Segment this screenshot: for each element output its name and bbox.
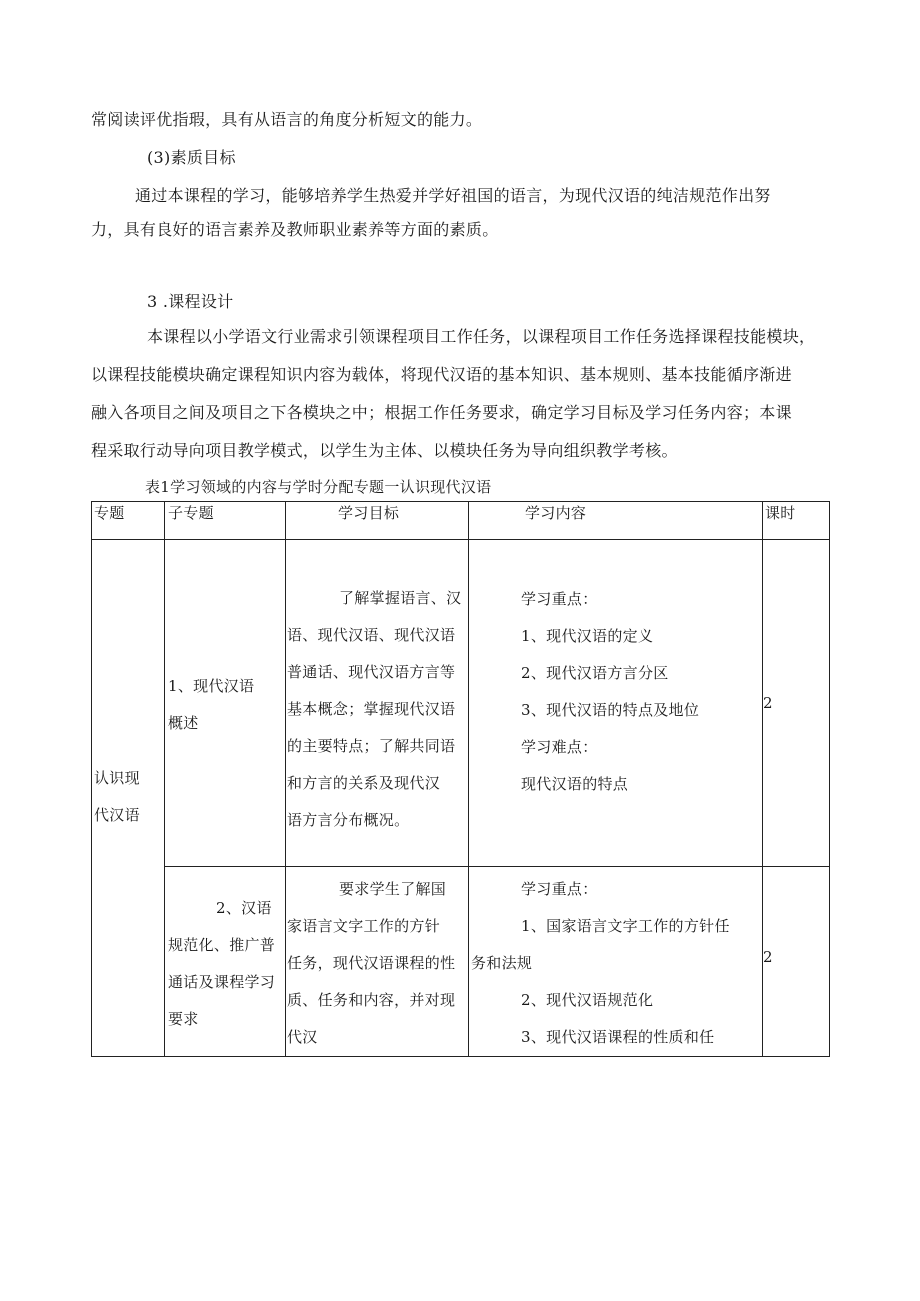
section-heading-quality: (3)素质目标 <box>147 148 236 167</box>
hours-cell <box>763 540 830 867</box>
content-line: 学习难点： <box>521 738 598 756</box>
content-line: 学习重点： <box>521 590 598 608</box>
objective-line: 和方言的关系及现代汉 <box>287 774 441 792</box>
table-header-row <box>92 502 830 540</box>
objective-line: 任务，现代汉语课程的性 <box>287 954 456 972</box>
paragraph-line: 融入各项目之间及项目之下各模块之中；根据工作任务要求，确定学习目标及学习任务内容；本课 <box>91 403 792 422</box>
paragraph-line: 以课程技能模块确定课程知识内容为载体，将现代汉语的基本知识、基本规则、基本技能循序渐进 <box>91 365 792 384</box>
content-line: 3、现代汉语的特点及地位 <box>521 701 700 719</box>
content-line: 2、现代汉语方言分区 <box>521 664 669 682</box>
objective-line: 代汉 <box>287 1028 318 1046</box>
hours-cell <box>763 867 830 1057</box>
paragraph-line: 程采取行动导向项目教学模式，以学生为主体、以模块任务为导向组织教学考核。 <box>91 441 678 460</box>
objectives-cell <box>286 867 469 1057</box>
table-row <box>92 540 830 867</box>
subtopic-cell <box>165 540 286 867</box>
content-line: 1、国家语言文字工作的方针任 <box>521 917 730 935</box>
objective-line: 基本概念；掌握现代汉语 <box>287 700 456 718</box>
hours-value: 2 <box>763 694 773 712</box>
objective-line: 质、任务和内容，并对现 <box>287 991 456 1009</box>
table-caption: 表1学习领域的内容与学时分配专题一认识现代汉语 <box>145 478 492 496</box>
paragraph-line: 常阅读评优指瑕，具有从语言的角度分析短文的能力。 <box>91 110 483 129</box>
content-cell <box>469 540 763 867</box>
hours-value: 2 <box>763 948 773 966</box>
subtopic-text: 概述 <box>168 714 199 732</box>
section-heading-design: 3 .课程设计 <box>147 292 234 311</box>
objective-line: 要求学生了解国 <box>339 880 447 898</box>
objective-line: 的主要特点；了解共同语 <box>287 737 456 755</box>
content-line: 2、现代汉语规范化 <box>521 991 654 1009</box>
content-cell <box>469 867 763 1057</box>
content-line: 学习重点： <box>521 880 598 898</box>
content-line: 3、现代汉语课程的性质和任 <box>521 1028 715 1046</box>
topic-cell <box>92 540 165 1057</box>
objective-line: 语方言分布概况。 <box>287 811 410 829</box>
paragraph-line: 力，具有良好的语言素养及教师职业素养等方面的素质。 <box>91 220 499 239</box>
objective-line: 了解掌握语言、汉 <box>339 589 462 607</box>
subtopic-text: 要求 <box>168 1010 199 1028</box>
paragraph-line: 通过本课程的学习，能够培养学生热爱并学好祖国的语言，为现代汉语的纯洁规范作出努 <box>135 186 771 205</box>
objective-line: 语、现代汉语、现代汉语 <box>287 626 456 644</box>
subtopic-text: 2、汉语 <box>216 899 272 917</box>
paragraph-line: 本课程以小学语文行业需求引领课程项目工作任务，以课程项目工作任务选择课程技能模块， <box>147 327 816 346</box>
content-table <box>91 501 830 1057</box>
header-hours: 课时 <box>763 502 830 540</box>
content-line: 务和法规 <box>471 954 533 972</box>
objective-line: 普通话、现代汉语方言等 <box>287 663 456 681</box>
header-topic: 专题 <box>92 502 165 540</box>
header-objectives: 学习目标 <box>286 502 469 540</box>
subtopic-text: 1、现代汉语 <box>168 677 255 695</box>
content-line: 1、现代汉语的定义 <box>521 627 654 645</box>
objective-line: 家语言文字工作的方针 <box>287 917 441 935</box>
subtopic-text: 规范化、推广普 <box>168 936 276 954</box>
table-row <box>92 867 830 1057</box>
subtopic-cell <box>165 867 286 1057</box>
header-content: 学习内容 <box>469 502 763 540</box>
header-subtopic: 子专题 <box>165 502 286 540</box>
subtopic-text: 通话及课程学习 <box>168 973 276 991</box>
objectives-cell <box>286 540 469 867</box>
topic-name: 代汉语 <box>94 806 140 824</box>
content-line: 现代汉语的特点 <box>521 775 629 793</box>
topic-name: 认识现 <box>94 769 140 787</box>
